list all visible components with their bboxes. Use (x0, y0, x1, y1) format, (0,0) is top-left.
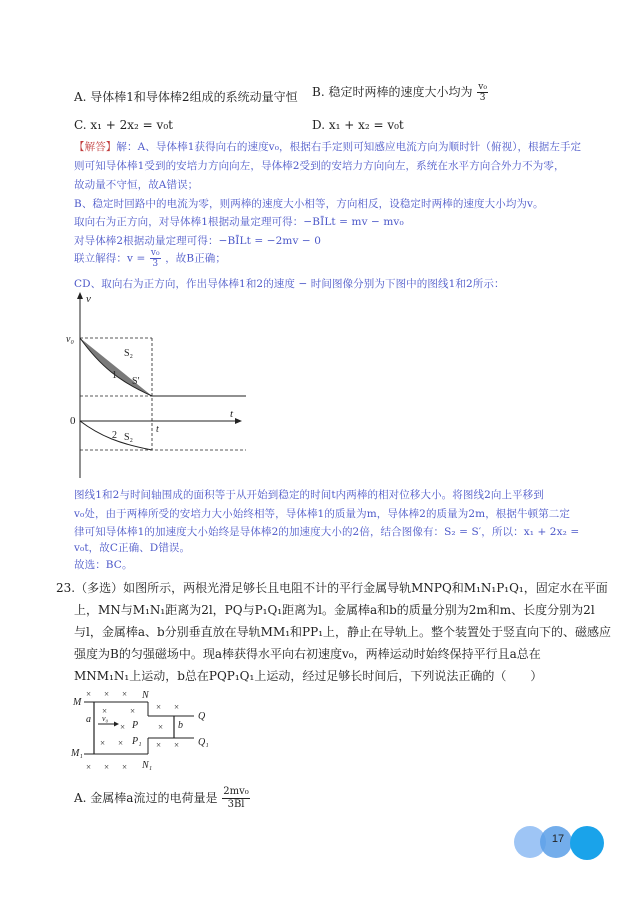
joint-fraction (150, 248, 161, 269)
joint-frac-num: v₀ (150, 248, 160, 258)
field-cross: × (156, 740, 162, 750)
option-b-text: B. 稳定时两棒的速度大小均为 (312, 85, 473, 99)
solution-line-1 (74, 139, 581, 154)
question-option-a-fraction (222, 786, 250, 811)
solution-after-5: 故选：BC。 (74, 559, 133, 571)
label-M: M (73, 697, 82, 708)
graph-label-t: t (156, 424, 159, 435)
label-N: N (142, 690, 149, 701)
joint-prefix: 联立解得：v = (74, 252, 146, 265)
field-cross: × (102, 706, 108, 716)
solution-cd-line: CD、取向右为正方向，作出导体棒1和2的速度 − 时间图像分别为下图中的图线1和2所示： (74, 278, 505, 290)
question-option-a-text: A. 金属棒a流过的电荷量是 (74, 791, 218, 805)
field-cross: × (104, 689, 110, 699)
question-line-4: 强度为B的匀强磁场中。现a棒获得水平向右初速度v₀，两棒运动时始终保持平行且a总在 (74, 647, 541, 661)
solution-after-4: v₀t，故C正确、D错误。 (74, 542, 191, 554)
solution-after-2: v₀处，由于两棒所受的安培力大小始终相等，导体棒1的质量为m，导体棒2的质量为2m，根据牛顿第二定 (74, 508, 570, 520)
graph-label-s-prime: S′ (132, 376, 140, 387)
solution-line-2: 则可知导体棒1受到的安培力方向向左，导体棒2受到的安培力方向向左，系统在水平方向合外力不为零， (74, 160, 565, 172)
joint-suffix: ，故B正确； (165, 252, 227, 265)
question-option-a-num: 2mv₀ (223, 786, 249, 797)
question-option-a-den: 3Bl (227, 799, 245, 810)
question-line-3: 与l，金属棒a、b分别垂直放在导轨MM₁和PP₁上，静止在导轨上。整个装置处于竖直向下的、磁感应 (74, 625, 612, 639)
field-cross: × (120, 722, 126, 732)
label-Q1: Q₁ (198, 737, 209, 748)
field-cross: × (174, 740, 180, 750)
solution-line-3: 故动量不守恒，故A错误； (74, 179, 199, 191)
solution-line-4: B、稳定时回路中的电流为零，则两棒的速度大小相等，方向相反，设稳定时两棒的速度大小均为v。 (74, 198, 544, 210)
graph-v0-label: v₀ (66, 334, 74, 345)
option-b-frac-num: v₀ (478, 82, 487, 92)
option-c-prev: C. x₁ + 2x₂ = v₀t (74, 118, 173, 132)
solution-line-5: 取向右为正方向，对导体棒1根据动量定理可得：−BĪLt = mv − mv₀ (74, 216, 404, 228)
option-b-fraction (477, 82, 488, 103)
page-number: 17 (551, 833, 565, 845)
label-N1: N₁ (142, 760, 153, 771)
field-cross: × (118, 738, 124, 748)
graph-label-s2-top: S₂ (124, 348, 134, 359)
field-cross: × (156, 702, 162, 712)
graph-zero-label: 0 (70, 415, 76, 427)
rail-figure (70, 688, 220, 778)
solution-after-1: 图线1和2与时间轴围成的面积等于从开始到稳定的时间t内两棒的相对位移大小。将图线2向上平移到 (74, 489, 544, 501)
label-Q: Q (198, 711, 206, 722)
label-a: a (86, 714, 91, 725)
solution-after-3: 律可知导体棒1的加速度大小始终是导体棒2的加速度大小的2倍，结合图像有：S₂ = S′，所以：x₁ + 2x₂ = (74, 526, 580, 538)
velocity-time-graph (66, 290, 246, 482)
question-line-1: 23.（多选）如图所示，两根光滑足够长且电阻不计的平行金属导轨MNPQ和M₁N₁P₁Q₁，固定水在平面 (56, 581, 608, 595)
question-option-a (74, 786, 251, 811)
field-cross: × (122, 762, 128, 772)
solution-tag: 【解答】 (74, 141, 117, 153)
graph-axis-v: v (86, 293, 91, 305)
graph-label-s2-bottom: S₂ (124, 432, 134, 443)
graph-axis-t: t (230, 408, 234, 420)
option-b-frac-den: 3 (479, 93, 486, 103)
field-cross: × (130, 706, 136, 716)
option-a-prev: A. 导体棒1和导体棒2组成的系统动量守恒 (74, 90, 298, 104)
label-P1: P₁ (132, 736, 142, 747)
question-line-5: MNM₁N₁上运动，b总在PQP₁Q₁上运动，经过足够长时间后，下列说法正确的（ ） (74, 669, 543, 683)
option-b-prev (312, 82, 489, 103)
field-cross: × (158, 722, 164, 732)
field-cross: × (100, 738, 106, 748)
question-line-2: 上，MN与M₁N₁距离为2l，PQ与P₁Q₁距离为l。金属棒a和b的质量分别为2m和m、长度分别为2l (74, 603, 595, 617)
field-cross: × (86, 689, 92, 699)
joint-frac-den: 3 (152, 259, 159, 269)
option-d-prev: D. x₁ + x₂ = v₀t (312, 118, 404, 132)
field-cross: × (122, 689, 128, 699)
graph-label-2: 2 (112, 430, 117, 441)
solution-joint-line (74, 248, 226, 269)
field-cross: × (174, 702, 180, 712)
label-M1: M₁ (71, 748, 83, 759)
graph-label-1: 1 (112, 370, 117, 381)
solution-line-6: 对导体棒2根据动量定理可得：−BĪLt = −2mv − 0 (74, 235, 322, 247)
solution-line-1-text: 解：A、导体棒1获得向右的速度v₀，根据右手定则可知感应电流方向为顺时针（俯视），根据左手定 (116, 141, 582, 153)
label-P: P (132, 720, 139, 731)
label-v0: v₀ (102, 714, 109, 723)
label-b: b (178, 720, 183, 731)
field-cross: × (86, 762, 92, 772)
field-cross: × (104, 762, 110, 772)
